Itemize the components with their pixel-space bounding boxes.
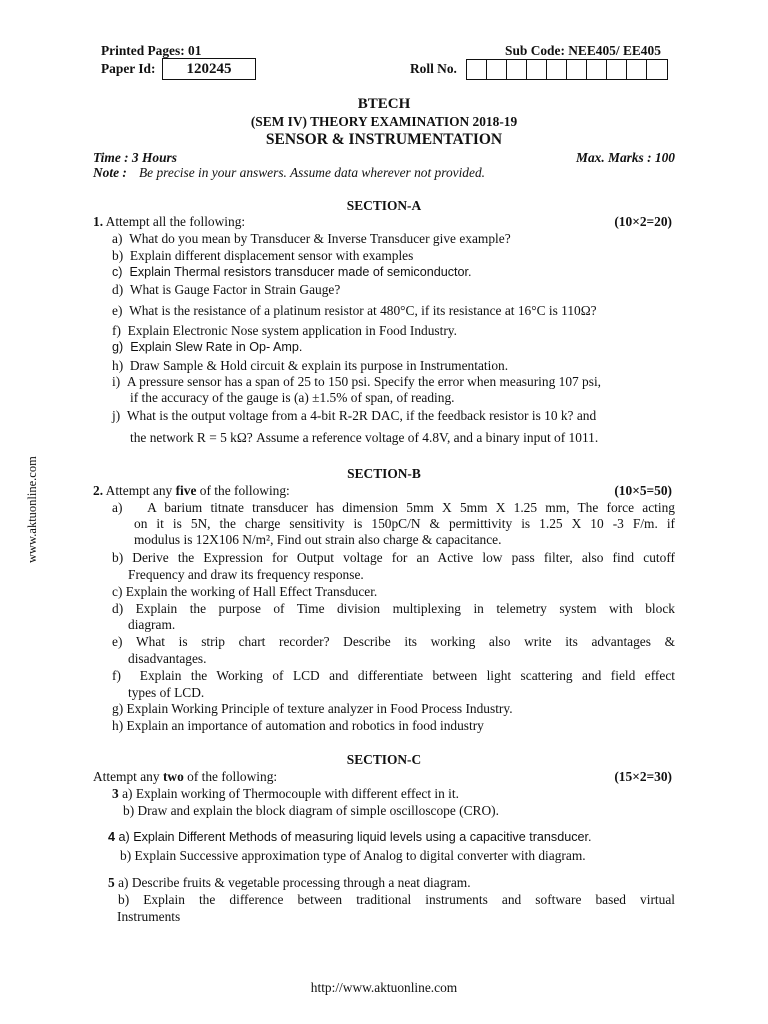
qa-item-a: a) What do you mean by Transducer & Inverse Transducer give example? [112,231,511,246]
qb-item-f-line1: f) Explain the Working of LCD and differentiate between light scattering and field effect [112,668,675,683]
qa-item-d: d) What is Gauge Factor in Strain Gauge? [112,282,341,297]
q5-number: 5 [108,875,115,890]
qa-item-j-line1: j) What is the output voltage from a 4-bit R-2R DAC, if the feedback resistor is 10 k? and [112,408,597,423]
q2-text-bold: five [175,483,197,498]
qb-item-a-line2: on it is 5N, the charge sensitivity is 150pC/N & permittivity is 1.25 X 10 -3 F/m. if [134,516,675,531]
program-title: BTECH [357,96,411,112]
q4-b: b) Explain Successive approximation type of Analog to digital converter with diagram. [120,848,586,863]
q3-a-text: a) Explain working of Thermocouple with different effect in it. [122,786,459,801]
q5-b-line2: Instruments [117,909,181,924]
time-label: Time : 3 Hours [93,150,177,165]
q4-number: 4 [108,830,116,844]
qb-item-f-line2: types of LCD. [128,685,205,700]
qb-item-a-line3: modulus is 12X106 N/m², Find out strain also charge & capacitance. [134,532,502,547]
paper-id-label: Paper Id: [101,61,156,76]
qa-item-h: h) Draw Sample & Hold circuit & explain its purpose in Instrumentation. [112,358,509,373]
max-marks: Max. Marks : 100 [576,150,675,165]
c-text-bold: two [162,769,184,784]
paper-id-box: 120245 [162,58,256,80]
qa-item-j-line2: the network R = 5 kΩ? Assume a reference voltage of 4.8V, and a binary input of 1011. [130,430,599,445]
roll-no-label: Roll No. [410,61,457,76]
qb-item-h: h) Explain an importance of automation and robotics in food industry [112,718,484,733]
section-c-marks: (15×2=30) [614,769,672,784]
q1-line [93,214,245,230]
section-b-marks: (10×5=50) [614,483,672,498]
q3-b: b) Draw and explain the block diagram of simple oscilloscope (CRO). [123,803,499,818]
q2-text-post: of the following: [199,483,290,498]
q2-line [93,483,290,499]
q1-text: Attempt all the following: [105,214,246,229]
printed-pages: Printed Pages: 01 [101,43,202,58]
q4-a [108,830,592,844]
roll-no-boxes [466,59,668,80]
qb-item-d-line1: d) Explain the purpose of Time division multiplexing in telemetry system with block [112,601,675,616]
qa-item-i-line1: i) A pressure sensor has a span of 25 to 150 psi. Specify the error when measuring 107 psi, [112,374,602,389]
section-c-heading: SECTION-C [346,752,422,767]
q4-a-text: a) Explain Different Methods of measuring liquid levels using a capacitive transducer. [118,830,592,844]
sub-code: Sub Code: NEE405/ EE405 [505,43,661,58]
qb-item-a-line1: a) A barium titnate transducer has dimension 5mm X 5mm X 1.25 mm, The force acting [112,500,675,515]
qb-item-e-line1: e) What is strip chart recorder? Describe its working also write its advantages & [112,634,675,649]
qa-item-b: b) Explain different displacement sensor with examples [112,248,414,263]
section-a-marks: (10×2=20) [614,214,672,229]
section-c-instruction [93,769,277,785]
qa-item-i-line2: if the accuracy of the gauge is (a) ±1.5% of span, of reading. [130,390,455,405]
qa-item-e: e) What is the resistance of a platinum resistor at 480°C, if its resistance at 16°C is 110Ω? [112,303,597,318]
section-b-heading: SECTION-B [347,466,421,481]
qa-item-c: c) Explain Thermal resistors transducer made of semiconductor. [112,265,472,279]
q2-text-pre: Attempt any [105,483,173,498]
section-a-heading: SECTION-A [346,198,422,213]
q1-number: 1. [93,214,104,229]
q5-a-text: a) Describe fruits & vegetable processing through a neat diagram. [118,875,471,890]
footer-url[interactable]: http://www.aktuonline.com [310,980,458,995]
side-watermark: www.aktuonline.com [25,456,39,563]
qb-item-b-line1: b) Derive the Expression for Output voltage for an Active low pass filter, also find cutoff [112,550,675,565]
qb-item-b-line2: Frequency and draw its frequency response. [128,567,364,582]
q5-b-line1: b) Explain the difference between traditional instruments and software based virtual [118,892,675,907]
qb-item-d-line2: diagram. [128,617,176,632]
q3-a [112,786,459,802]
c-text-post: of the following: [187,769,278,784]
q5-a [108,875,471,891]
qa-item-g: g) Explain Slew Rate in Op- Amp. [112,340,303,354]
subject-title: SENSOR & INSTRUMENTATION [265,131,503,148]
note-text: Be precise in your answers. Assume data wherever not provided. [139,165,485,180]
c-text-pre: Attempt any [93,769,160,784]
qb-item-g: g) Explain Working Principle of texture analyzer in Food Process Industry. [112,701,513,716]
exam-title: (SEM IV) THEORY EXAMINATION 2018-19 [250,114,518,129]
qa-item-f: f) Explain Electronic Nose system application in Food Industry. [112,323,457,338]
qb-item-e-line2: disadvantages. [128,651,207,666]
qb-item-c: c) Explain the working of Hall Effect Transducer. [112,584,378,599]
q3-number: 3 [112,786,119,801]
note-label: Note : [93,165,127,180]
q2-number: 2. [93,483,104,498]
